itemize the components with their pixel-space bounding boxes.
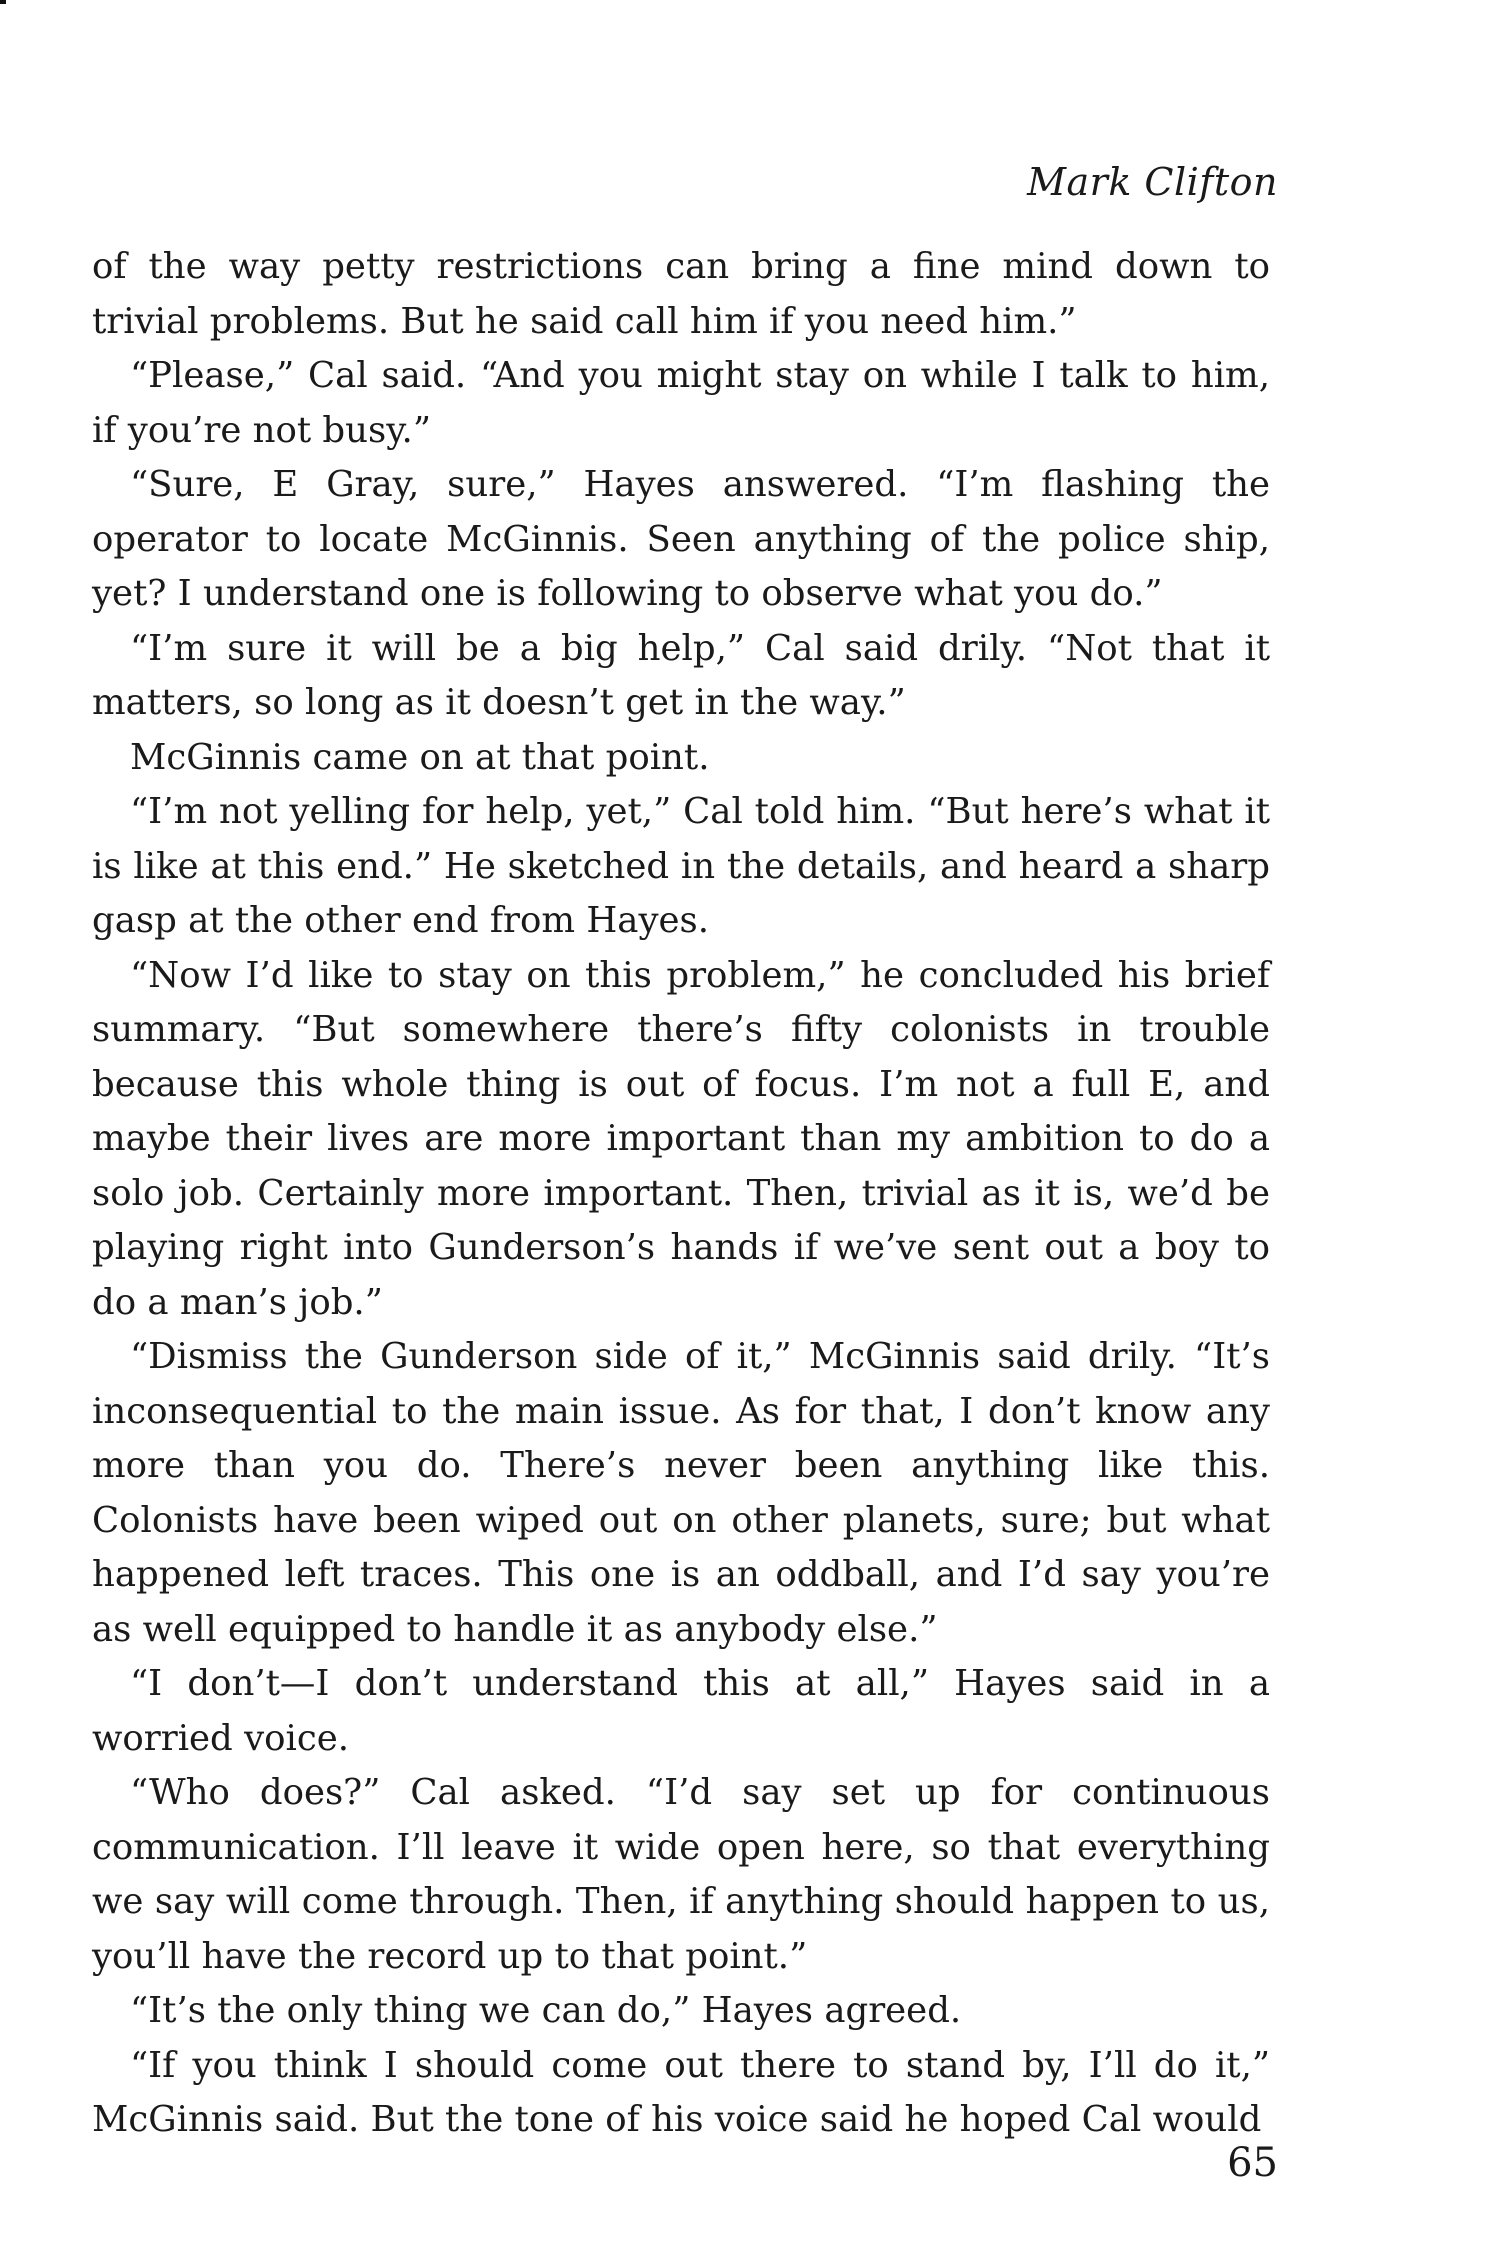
paragraph: “I don’t—I don’t understand this at all,” Hayes said in a worried voice. [92, 1663, 1270, 1759]
paragraph: “I’m not yelling for help, yet,” Cal told him. “But here’s what it is like at this end.” He sketched in the details, and heard a sharp gasp at the other end from Hayes. [92, 791, 1270, 941]
paragraph: “Please,” Cal said. “And you might stay on while I talk to him, if you’re not busy.” [92, 355, 1270, 451]
page-number: 65 [1227, 2140, 1278, 2186]
paragraph: “Dismiss the Gunderson side of it,” McGinnis said drily. “It’s inconsequential to the main issue. As for that, I don’t know any more than you do. There’s never been anything like this. Colonists have been wiped out on other planets, sure; but what happened left traces. This one is an oddball, and I’d say you’re as well equipped to handle it as anybody else.” [92, 1336, 1270, 1650]
page-body-text [92, 240, 1270, 2148]
paragraph: “I’m sure it will be a big help,” Cal said drily. “Not that it matters, so long as it doesn’t get in the way.” [92, 627, 1270, 723]
paragraph: McGinnis came on at that point. [130, 736, 710, 778]
paragraph: “Sure, E Gray, sure,” Hayes answered. “I’m flashing the operator to locate McGinnis. Seen anything of the police ship, yet? I understand one is following to observe what you do.” [92, 464, 1270, 614]
scan-corner-mark [0, 0, 6, 4]
paragraph: “Now I’d like to stay on this problem,” he concluded his brief summary. “But somewhere there’s fifty colonists in trouble because this whole thing is out of focus. I’m not a full E, and maybe their lives are more important than my ambition to do a solo job. Certainly more important. Then, trivial as it is, we’d be playing right into Gunderson’s hands if we’ve sent out a boy to do a man’s job.” [92, 954, 1270, 1323]
paragraph-continued: of the way petty restrictions can bring a fine mind down to trivial problems. But he said call him if you need him.” [92, 246, 1270, 342]
paragraph: “If you think I should come out there to stand by, I’ll do it,” McGinnis said. But the tone of his voice said he hoped Cal would [92, 2044, 1270, 2140]
paragraph: “Who does?” Cal asked. “I’d say set up for continuous communication. I’ll leave it wide open here, so that everything we say will come through. Then, if anything should happen to us, you’ll have the record up to that point.” [92, 1772, 1270, 1977]
running-head-author: Mark Clifton [1027, 160, 1278, 204]
paragraph: “It’s the only thing we can do,” Hayes agreed. [130, 1990, 962, 2031]
